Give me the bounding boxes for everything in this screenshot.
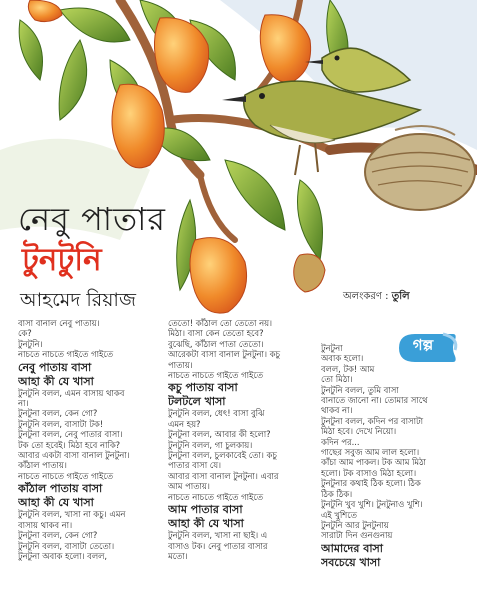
story-line: টুনটুনি বলল, বাসাটা টক!: [18, 418, 104, 429]
story-line: মতো।: [168, 550, 188, 561]
title-line-2: টুনটুনি: [22, 242, 102, 278]
story-line: আরেকটা বাসা বানাল টুনটুনা। কচু: [168, 349, 280, 360]
credit-label: অলংকরণ :: [343, 291, 389, 302]
story-line: পাতার বাসা যে।: [168, 460, 222, 471]
story-line: টুনটুনা বলল, চুলকাবেই তো। কচু: [168, 450, 277, 461]
verse-line: সবচেয়ে খাসা: [321, 555, 381, 569]
story-line: টুনটুনা: [321, 343, 343, 353]
illustration-credit: [343, 289, 410, 306]
story-line: টুনটুনি বলল, তুমি বাসা: [321, 384, 399, 395]
story-line: আবার বাসা বানাল টুনটুনা। এবার: [168, 470, 279, 481]
story-line: বাসাও টক। নেবু পাতার বাসার: [168, 540, 268, 551]
story-line: টুনটুনি বলল, এমন বাসায় থাকব: [18, 387, 125, 398]
story-line: তেতো! কাঁঠাল তো তেতো নয়।: [168, 318, 272, 328]
story-line: হলো। টক বাসাও মিঠা হলো।: [321, 467, 417, 478]
story-line: নাচতে নাচতে গাইতে গাইতে: [18, 470, 114, 481]
story-line: নাচতে নাচতে গাইতে গাইতে: [18, 349, 114, 360]
story-line: বাসায় থাকব না।: [18, 519, 73, 530]
story-line: থাকব না।: [321, 405, 353, 416]
story-column-3: [321, 343, 469, 569]
story-line: সারাটা দিন গুনগুনায়: [321, 530, 393, 541]
story-line: টুনটুনি বলল, বাসাটা তেতো।: [18, 540, 115, 551]
story-line: টুনটুনা বলল, নেবু পাতার বাসা।: [18, 429, 123, 440]
story-line: টুনটুনি খুব খুশি। টুনটুনাও খুশি।: [321, 499, 423, 510]
author-name: আহমেদ রিয়াজ: [20, 289, 136, 311]
story-line: কাঁচা আম পাকল। টক আম মিঠা: [321, 457, 426, 468]
title-line-1: নেবু পাতার: [18, 200, 166, 238]
story-column-1: [18, 318, 156, 561]
verse-line: কাঁঠাল পাতায় বাসা: [18, 482, 103, 496]
story-line: মিঠা হবে। দেখে নিয়ো।: [321, 426, 397, 437]
story-line: ঠিক ঠিক।: [321, 488, 353, 499]
story-line: এই খুশিতে: [321, 509, 357, 520]
story-line: টক তো হবেই। মিঠা হবে নাকি?: [18, 439, 121, 450]
story-line: টুনটুনা বলল, কেন গো?: [18, 408, 98, 419]
story-line: কাঁঠাল পাতায়।: [18, 460, 67, 471]
credit-name: তুলি: [391, 291, 410, 302]
verse-line: নেবু পাতায় বাসা: [18, 360, 92, 374]
story-line: মিঠা। বাসা কেন তেতো হবে?: [168, 328, 264, 339]
verse-line: আহা কী যে খাসা: [18, 496, 94, 510]
story-line: বানাতে জানো না। তোমার সাথে: [321, 395, 428, 406]
story-line: বলল, টক! আম: [321, 363, 375, 374]
story-line: টুনটুনা বলল, আবার কী হলো?: [168, 429, 271, 440]
story-line: কদিন পর...: [321, 436, 360, 447]
story-line: টুনটুনি বলল, ধেৎ! বাসা বুঝি: [168, 408, 265, 419]
story-line: টুনটুনি বলল, খাসা না কচু। এমন: [18, 509, 126, 520]
story-line: টুনটুনি বলল, খাসা না ছাই। এ: [168, 530, 268, 541]
story-line: এমন হয়?: [168, 418, 201, 429]
story-line: গাছের সবুজ আম লাল হলো।: [321, 447, 420, 458]
story-line: না।: [18, 398, 29, 409]
story-line: অবাক হলো।: [321, 353, 364, 364]
story-line: টুনটুনা বলল, কদিন পর বাসাটা: [321, 415, 423, 426]
story-column-2: [168, 318, 308, 561]
story-line: টুনটুনা বলল, কেন গো?: [18, 530, 98, 541]
story-line: টুনটুনি।: [18, 338, 43, 349]
verse-line: আহা কী যে খাসা: [18, 374, 94, 388]
story-line: আবার একটা বাসা বানাল টুনটুনা।: [18, 450, 130, 461]
verse-line: টলটলে খাসা: [168, 395, 226, 409]
story-line: টুনটুনার কথাই ঠিক হলো। ঠিক: [321, 478, 421, 489]
verse-line: কচু পাতায় বাসা: [168, 381, 238, 395]
story-line: পাতায়।: [168, 359, 193, 370]
story-line: টুনটুনি আর টুনটুনায়: [321, 519, 389, 530]
story-line: নাচতে নাচতে গাইতে গাইতে: [168, 370, 264, 381]
story-line: বাসা বানাল নেবু পাতায়।: [18, 318, 100, 328]
category-badge: গল্প: [412, 336, 434, 354]
story-line: টুনটুনি বলল, গা চুলকায়।: [168, 439, 253, 450]
story-line: আম পাতায়।: [168, 481, 210, 492]
story-line: বুঝেছি, কাঁঠাল পাতা তেতো।: [168, 338, 264, 349]
story-line: টুনটুনা অবাক হলো। বলল,: [18, 550, 107, 561]
verse-line: আমাদের বাসা: [321, 541, 383, 555]
verse-line: আম পাতার বাসা: [168, 503, 243, 517]
verse-line: আহা কী যে খাসা: [168, 517, 244, 531]
story-line: কে?: [18, 328, 32, 339]
story-line: তো মিঠা।: [321, 374, 353, 385]
story-line: নাচতে নাচতে গাইতে গাইতে: [168, 491, 264, 502]
